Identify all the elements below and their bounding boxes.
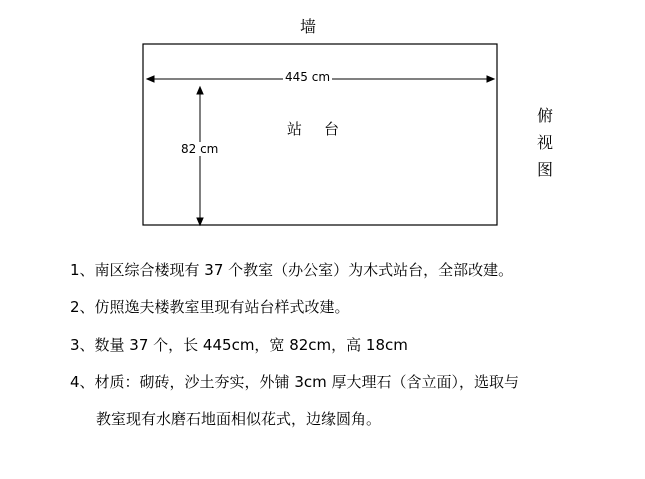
top-view-label: 俯视图	[536, 106, 553, 179]
wall-label: 墙	[300, 17, 317, 36]
note-item: 4、材质：砌砖，沙土夯实，外铺 3cm 厚大理石（含立面），选取与	[70, 373, 519, 391]
height-dimension-arrow	[197, 87, 203, 225]
note-item: 2、仿照逸夫楼教室里现有站台样式改建。	[70, 298, 350, 316]
note-item: 3、数量 37 个，长 445cm，宽 82cm，高 18cm	[70, 336, 408, 354]
note-item: 1、南区综合楼现有 37 个教室（办公室）为木式站台，全部改建。	[70, 261, 514, 279]
platform-label: 站台	[287, 120, 362, 138]
width-dimension-label: 445 cm	[285, 70, 331, 84]
note-item-continuation: 教室现有水磨石地面相似花式，边缘圆角。	[96, 410, 382, 428]
height-dimension-label: 82 cm	[181, 142, 219, 156]
